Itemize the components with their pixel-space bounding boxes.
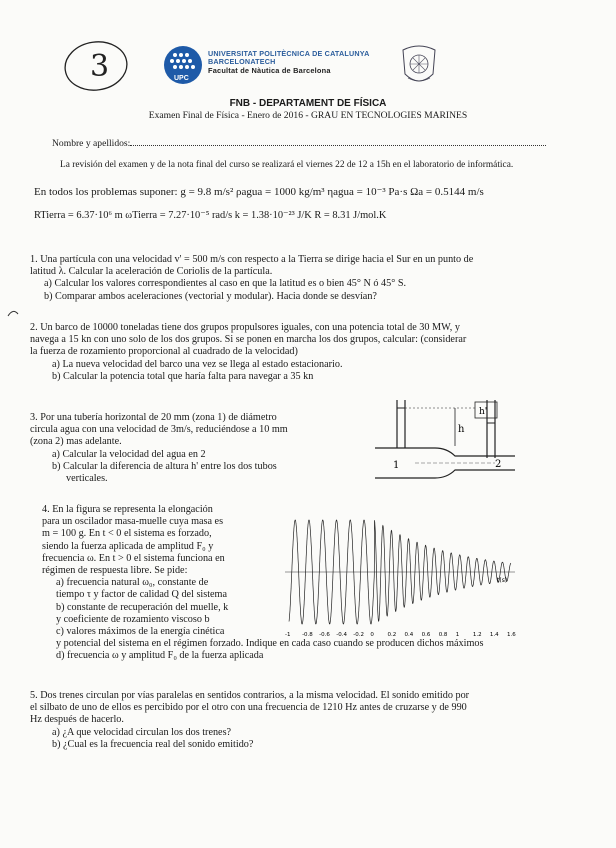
zone-1-label: 1 (393, 460, 400, 471)
h-label: h (458, 424, 465, 435)
x-tick-label: 0.4 (404, 632, 414, 638)
x-tick-label: 0 (370, 632, 374, 638)
problem-4-line: para un oscilador masa-muelle cuya masa es (42, 516, 224, 528)
revision-note: La revisión del examen y de la nota final del curso se realizará el viernes 22 de 12 a 15h en el laboratorio de informática. (60, 160, 514, 170)
problem-3-part-b-cont: verticales. (66, 473, 108, 485)
problem-4-part-c: c) valores máximos de la energía cinética (56, 626, 225, 638)
constants-line-1: En todos los problemas suponer: g = 9.8 m/s² ρagua = 1000 kg/m³ ηagua = 10⁻³ Pa·s Ωa = 0.5144 m/s (34, 186, 484, 198)
problem-5-line: 5. Dos trenes circulan por vías paralelas en sentidos contrarios, a la misma velocidad. El sonido emitido por (30, 690, 470, 701)
name-dotted-line[interactable] (130, 136, 546, 146)
problem-4-part-c-cont: y potencial del sistema en el régimen forzado. Indique en cada caso cuando se producen dichos máximos (56, 638, 484, 650)
x-tick-label: 0.2 (387, 632, 397, 638)
name-field[interactable] (52, 136, 546, 149)
problem-5-part-b: b) ¿Cual es la frecuencia real del sonido emitido? (52, 738, 254, 750)
x-tick-label: 1.2 (472, 632, 482, 638)
university-line-1: UNIVERSITAT POLITÈCNICA DE CATALUNYA (208, 49, 370, 58)
exam-title: Examen Final de Física - Enero de 2016 - GRAU EN TECNOLOGIES MARINES (148, 110, 468, 121)
tube-figure (375, 398, 515, 483)
name-label: Nombre y apellidos: (52, 138, 131, 149)
university-name (208, 50, 369, 75)
problem-5-part-a: a) ¿A que velocidad circulan los dos trenes? (52, 726, 232, 738)
oscillator-figure (275, 512, 523, 642)
faculty-seal-icon (400, 44, 438, 88)
problem-2-part-a: a) La nueva velocidad del barco una vez se llega al estado estacionario. (52, 358, 343, 370)
x-tick-label: 0.6 (421, 632, 431, 638)
problem-4-part-a: a) frecuencia natural ω₀, constante de (56, 577, 209, 589)
t-axis-label: t(s) (497, 577, 508, 584)
constants-line-2: RTierra = 6.37·10⁶ m ωTierra = 7.27·10⁻⁵ rad/s k = 1.38·10⁻²³ J/K R = 8.31 J/mol.K (34, 210, 387, 221)
problem-1 (30, 254, 473, 303)
problem-1-part-b: b) Comparar ambos aceleraciones (vectorial y modular). Hacia donde se desvían? (44, 290, 377, 302)
problem-3-part-a: a) Calcular la velocidad del agua en 2 (52, 448, 206, 460)
problem-1-part-a: a) Calcular los valores correspondientes al caso en que la latitud es o bien 45° N ó 45° S. (44, 278, 407, 290)
x-tick-label: -0.2 (353, 632, 365, 638)
problem-4-line: 4. En la figura se representa la elongación (42, 504, 213, 515)
problem-4-line: siendo la fuerza aplicada de amplitud F₀ y (42, 540, 214, 552)
logo-text: UPC (174, 75, 189, 82)
problem-2-line: la fuerza de rozamiento proporcional al cuadrado de la velocidad) (30, 346, 298, 358)
problem-4-part-d: d) frecuencia ω y amplitud F₀ de la fuerza aplicada (56, 650, 264, 662)
problem-1-line: 1. Una partícula con una velocidad v' = 500 m/s con respecto a la Tierra se dirige hacia el Sur en un punto de (30, 254, 474, 265)
problem-1-line: latitud λ. Calcular la aceleración de Coriolis de la partícula. (30, 266, 273, 278)
x-tick-label: 0.8 (438, 632, 448, 638)
problem-5 (30, 690, 469, 751)
faculty-name: Facultat de Nàutica de Barcelona (208, 65, 331, 75)
x-tick-label: -0.4 (336, 632, 347, 638)
problem-4-part-b-cont: y coeficiente de rozamiento viscoso b (56, 613, 210, 625)
hprime-label: h' (479, 407, 488, 417)
problem-4-part-a-cont: tiempo τ y factor de calidad Q del sistema (56, 589, 227, 601)
x-tick-label: -0.6 (319, 632, 330, 638)
department-title: FNB - DEPARTAMENT DE FÍSICA (229, 98, 387, 109)
page-number: 3 (90, 49, 110, 84)
x-tick-label: -0.8 (302, 632, 313, 638)
problem-5-line: Hz después de hacerlo. (30, 714, 124, 726)
handwritten-page-number-circle (60, 36, 132, 94)
problem-3 (30, 412, 288, 485)
zone-2-label: 2 (495, 459, 502, 470)
margin-mark-icon (6, 306, 20, 320)
problem-4-part-b: b) constante de recuperación del muelle, k (56, 601, 229, 613)
problem-4-line: m = 100 g. En t < 0 el sistema es forzado, (42, 528, 212, 540)
x-tick-label: -1 (285, 632, 291, 638)
x-tick-label: 1.6 (507, 632, 516, 638)
x-tick-label: 1 (455, 632, 460, 638)
problem-2-part-b: b) Calcular la potencia total que haría falta para navegar a 35 kn (52, 370, 314, 382)
upc-logo (163, 45, 203, 85)
problem-3-line: (zona 2) mas adelante. (30, 436, 122, 448)
problem-3-line: 3. Por una tubería horizontal de 20 mm (zona 1) de diámetro (30, 412, 277, 423)
problem-3-line: circula agua con una velocidad de 3m/s, reduciéndose a 10 mm (30, 424, 288, 436)
problem-3-part-b: b) Calcular la diferencia de altura h' entre los dos tubos (52, 460, 277, 472)
problem-4-line: régimen de respuesta libre. Se pide: (42, 565, 188, 577)
problem-4-line: frecuencia ω. En t > 0 el sistema funciona en (42, 552, 225, 564)
university-line-2: BARCELONATECH (208, 57, 276, 67)
problem-2-line: 2. Un barco de 10000 toneladas tiene dos grupos propulsores iguales, con una potencia total de 30 MW, y (30, 322, 460, 333)
problem-5-line: el silbato de uno de ellos es percibido por el otro con una frecuencia de 1210 Hz antes de cruzarse y de 990 (30, 702, 467, 714)
problem-2-line: navega a 15 kn con uno solo de los dos grupos. Si se ponen en marcha los dos grupos, calcular: (considerar (30, 334, 467, 346)
x-tick-label: 1.4 (489, 632, 499, 638)
problem-2 (30, 322, 466, 383)
